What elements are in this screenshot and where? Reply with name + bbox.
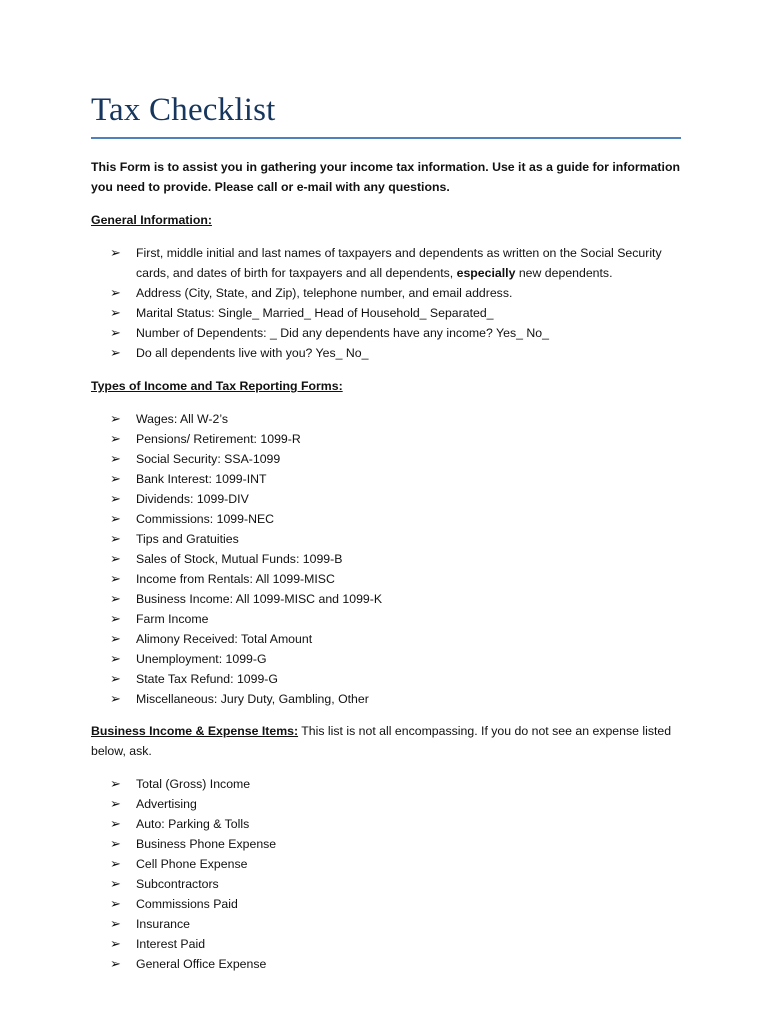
arrow-bullet-icon: ➢ <box>110 451 121 466</box>
arrow-bullet-icon: ➢ <box>110 471 121 486</box>
list-item <box>110 874 690 894</box>
list-item <box>110 283 690 303</box>
arrow-bullet-icon: ➢ <box>110 836 121 851</box>
list-item <box>110 509 690 529</box>
list-item <box>110 794 690 814</box>
arrow-bullet-icon: ➢ <box>110 551 121 566</box>
list-item <box>110 449 690 469</box>
list-item <box>110 814 690 834</box>
general-list <box>110 243 690 363</box>
item-text: Subcontractors <box>136 877 219 891</box>
arrow-bullet-icon: ➢ <box>110 245 121 260</box>
list-item <box>110 834 690 854</box>
section-heading: Business Income & Expense Items: <box>91 724 299 738</box>
list-item <box>110 649 690 669</box>
arrow-bullet-icon: ➢ <box>110 305 121 320</box>
arrow-bullet-icon: ➢ <box>110 325 121 340</box>
list-item <box>110 489 690 509</box>
arrow-bullet-icon: ➢ <box>110 285 121 300</box>
list-item <box>110 894 690 914</box>
item-text: Pensions/ Retirement: 1099-R <box>136 432 301 446</box>
list-item <box>110 934 690 954</box>
item-text: Tips and Gratuities <box>136 532 239 546</box>
list-item <box>110 429 690 449</box>
item-text: Total (Gross) Income <box>136 777 251 791</box>
item-text: Interest Paid <box>136 937 206 951</box>
business-heading-paragraph <box>91 721 681 761</box>
arrow-bullet-icon: ➢ <box>110 491 121 506</box>
arrow-bullet-icon: ➢ <box>110 411 121 426</box>
business-list <box>110 774 690 974</box>
item-text: First, middle initial and last names of taxpayers and dependents as written on the Social Security cards, and dates of birth for taxpayers and all dependents, <box>136 246 662 280</box>
item-text: Number of Dependents: _ Did any dependents have any income? Yes_ No_ <box>136 326 549 340</box>
arrow-bullet-icon: ➢ <box>110 651 121 666</box>
item-text: Dividends: 1099-DIV <box>136 492 249 506</box>
item-text: Business Phone Expense <box>136 837 277 851</box>
item-text: Alimony Received: Total Amount <box>136 632 313 646</box>
arrow-bullet-icon: ➢ <box>110 431 121 446</box>
arrow-bullet-icon: ➢ <box>110 611 121 626</box>
arrow-bullet-icon: ➢ <box>110 345 121 360</box>
list-item <box>110 549 690 569</box>
item-text: Advertising <box>136 797 197 811</box>
list-item <box>110 409 690 429</box>
arrow-bullet-icon: ➢ <box>110 936 121 951</box>
arrow-bullet-icon: ➢ <box>110 691 121 706</box>
item-text: Social Security: SSA-1099 <box>136 452 281 466</box>
list-item <box>110 323 690 343</box>
item-text: Miscellaneous: Jury Duty, Gambling, Other <box>136 692 369 706</box>
item-text: General Office Expense <box>136 957 267 971</box>
arrow-bullet-icon: ➢ <box>110 876 121 891</box>
item-text: Commissions: 1099-NEC <box>136 512 275 526</box>
list-item <box>110 854 690 874</box>
list-item <box>110 469 690 489</box>
types-heading <box>91 376 681 396</box>
arrow-bullet-icon: ➢ <box>110 796 121 811</box>
item-text: Bank Interest: 1099-INT <box>136 472 267 486</box>
item-text: Insurance <box>136 917 191 931</box>
item-text: Cell Phone Expense <box>136 857 248 871</box>
list-item <box>110 774 690 794</box>
intro-paragraph: This Form is to assist you in gathering your income tax information. Use it as a guide for information you need to provide. Please call or e-mail with any questions. <box>91 160 680 194</box>
list-item <box>110 243 690 283</box>
item-emphasis: especially <box>456 266 516 280</box>
list-item <box>110 914 690 934</box>
list-item <box>110 609 690 629</box>
item-text: Marital Status: Single_ Married_ Head of Household_ Separated_ <box>136 306 494 320</box>
arrow-bullet-icon: ➢ <box>110 896 121 911</box>
arrow-bullet-icon: ➢ <box>110 956 121 971</box>
item-text: Address (City, State, and Zip), telephone number, and email address. <box>136 286 513 300</box>
list-item <box>110 569 690 589</box>
list-item <box>110 689 690 709</box>
arrow-bullet-icon: ➢ <box>110 511 121 526</box>
arrow-bullet-icon: ➢ <box>110 816 121 831</box>
item-text: Commissions Paid <box>136 897 238 911</box>
page-title: Tax Checklist <box>91 92 276 128</box>
item-text: Business Income: All 1099-MISC and 1099-K <box>136 592 383 606</box>
list-item <box>110 343 690 363</box>
list-item <box>110 954 690 974</box>
list-item <box>110 589 690 609</box>
item-text: Sales of Stock, Mutual Funds: 1099-B <box>136 552 343 566</box>
item-text: State Tax Refund: 1099-G <box>136 672 278 686</box>
item-text: Auto: Parking & Tolls <box>136 817 250 831</box>
item-text-end: new dependents. <box>518 266 613 280</box>
list-item <box>110 529 690 549</box>
item-text: Wages: All W-2’s <box>136 412 229 426</box>
title-underline <box>91 137 681 139</box>
general-heading <box>91 210 681 230</box>
arrow-bullet-icon: ➢ <box>110 776 121 791</box>
arrow-bullet-icon: ➢ <box>110 916 121 931</box>
list-item <box>110 669 690 689</box>
arrow-bullet-icon: ➢ <box>110 531 121 546</box>
section-heading: Types of Income and Tax Reporting Forms: <box>91 379 343 393</box>
section-heading: General Information: <box>91 213 212 227</box>
list-item <box>110 303 690 323</box>
arrow-bullet-icon: ➢ <box>110 631 121 646</box>
section-note: This list is not all encompassing. If you do not see an expense listed below, ask. <box>91 724 672 758</box>
arrow-bullet-icon: ➢ <box>110 856 121 871</box>
item-text: Do all dependents live with you? Yes_ No_ <box>136 346 369 360</box>
arrow-bullet-icon: ➢ <box>110 671 121 686</box>
list-item <box>110 629 690 649</box>
arrow-bullet-icon: ➢ <box>110 591 121 606</box>
item-text: Unemployment: 1099-G <box>136 652 267 666</box>
arrow-bullet-icon: ➢ <box>110 571 121 586</box>
item-text: Farm Income <box>136 612 209 626</box>
types-list <box>110 409 690 709</box>
item-text: Income from Rentals: All 1099-MISC <box>136 572 335 586</box>
